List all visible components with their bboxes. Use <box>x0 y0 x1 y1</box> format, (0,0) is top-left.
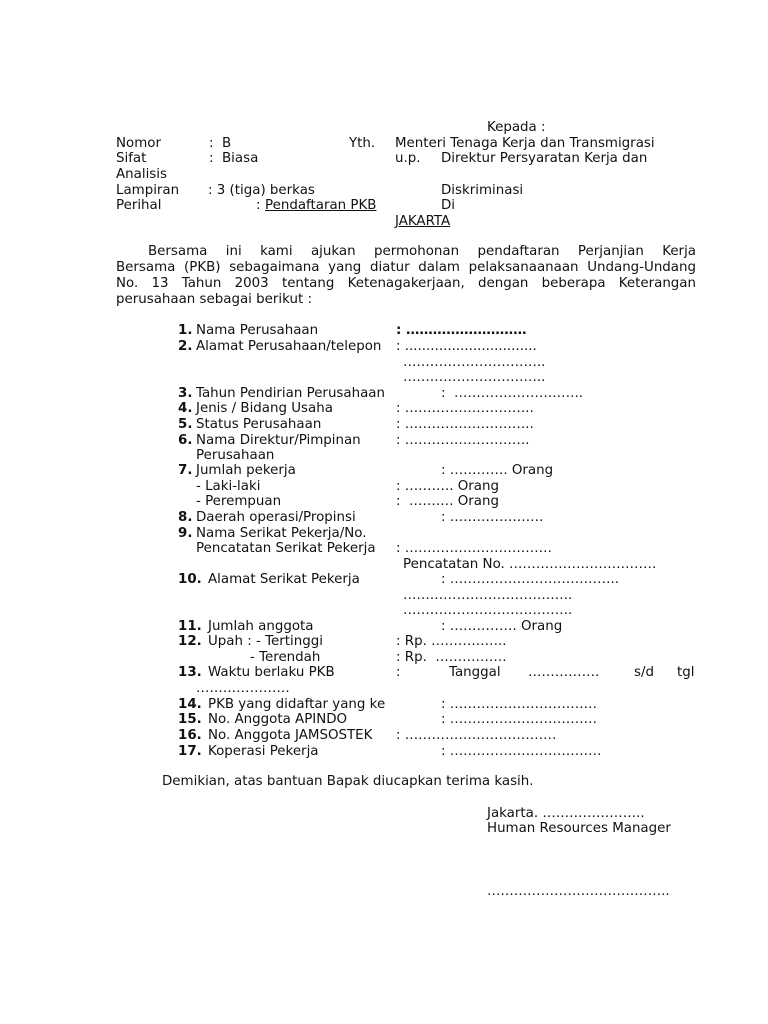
item-sub-value: : Rp. ……………. <box>396 650 507 665</box>
item-label: Alamat Perusahaan/telepon <box>196 339 382 354</box>
destination-city: JAKARTA <box>395 214 451 229</box>
item-value-cont: ……………………………….. <box>403 588 573 603</box>
recipient-name: Menteri Tenaga Kerja dan Transmigrasi <box>395 136 655 151</box>
item-label: Nama Perusahaan <box>196 323 319 338</box>
item-value: : ……………………………. <box>441 744 602 759</box>
item-number: 14. <box>178 697 202 712</box>
item-label-cont: Pencatatan Serikat Pekerja <box>196 541 376 556</box>
item-value-sd: s/d <box>634 665 654 680</box>
item-value-tgl: tgl <box>677 665 695 680</box>
recipient-up: Direktur Persyaratan Kerja dan <box>441 151 648 166</box>
item-label: Waktu berlaku PKB <box>208 665 335 680</box>
item-value-cont: Pencatatan No. …………………………… <box>403 557 657 572</box>
item-value-tanggal: Tanggal <box>449 665 501 680</box>
item-label: Upah : - Tertinggi <box>208 634 323 649</box>
item-value: : …………………………… <box>441 697 598 712</box>
perihal-label: Perihal <box>116 198 162 213</box>
item-value: : ………………………. <box>396 433 530 448</box>
perihal-value: Pendaftaran PKB <box>265 198 377 213</box>
item-value: : ............................... <box>396 339 537 354</box>
item-value: : ……………………………. <box>396 728 557 743</box>
lampiran-label: Lampiran <box>116 183 180 198</box>
yth-label: Yth. <box>349 136 376 151</box>
perihal-colon: : <box>256 198 261 213</box>
item-label: Jumlah anggota <box>208 619 314 634</box>
analisis-text: Analisis <box>116 167 167 182</box>
item-number: 11. <box>178 619 202 634</box>
item-number: 10. <box>178 572 202 587</box>
item-label-cont: Perusahaan <box>196 448 275 463</box>
intro-line-4: perusahaan sebagai berikut : <box>116 292 312 307</box>
item-label: Daerah operasi/Propinsi <box>196 510 356 525</box>
item-label: Nama Direktur/Pimpinan <box>196 433 361 448</box>
di-text: Di <box>441 198 456 213</box>
closing-text: Demikian, atas bantuan Bapak diucapkan terima kasih. <box>162 774 534 789</box>
kepada-label: Kepada : <box>487 120 546 135</box>
signature-title: Human Resources Manager <box>487 821 671 836</box>
sifat-label: Sifat <box>116 151 147 166</box>
item-sub-value: : ………. Orang <box>396 494 499 509</box>
item-number: 2. <box>178 339 193 354</box>
item-label: Jumlah pekerja <box>196 463 296 478</box>
item-value: : ………………… <box>441 510 544 525</box>
item-value: : Rp. …………….. <box>396 634 507 649</box>
sifat-value: Biasa <box>222 151 259 166</box>
item-value-cont: ………………………….. <box>403 370 546 385</box>
item-label: No. Anggota JAMSOSTEK <box>208 728 373 743</box>
item-sub-value: : ……….. Orang <box>396 479 499 494</box>
item-value: : …………… Orang <box>441 619 563 634</box>
item-number: 5. <box>178 417 193 432</box>
item-number: 17. <box>178 744 202 759</box>
signature-line: ………………………………….. <box>487 884 670 899</box>
nomor-colon: : <box>209 136 214 151</box>
item-number: 12. <box>178 634 202 649</box>
item-number: 3. <box>178 386 193 401</box>
item-number: 9. <box>178 526 193 541</box>
item-label: Koperasi Pekerja <box>208 744 319 759</box>
item-number: 15. <box>178 712 202 727</box>
intro-line-2: Bersama (PKB) sebagaimana yang diatur dalam pelaksanaanaan Undang-Undang <box>116 260 696 275</box>
item-label: Status Perusahaan <box>196 417 322 432</box>
item-value-dots: ……………. <box>528 665 600 680</box>
item-value-cont: ………………………….. <box>403 355 546 370</box>
item-value: : ……………………….. <box>441 386 584 401</box>
item-sub-label: - Terendah <box>250 650 321 665</box>
item-sub-label: - Perempuan <box>196 494 282 509</box>
item-value-cont: ……………………………….. <box>403 603 573 618</box>
item-number: 8. <box>178 510 193 525</box>
item-label: Tahun Pendirian Perusahaan <box>196 386 385 401</box>
item-label: PKB yang didaftar yang ke <box>208 697 386 712</box>
sifat-colon: : <box>209 151 214 166</box>
item-value: : ……………………… <box>396 323 527 338</box>
item-value: : ……………………….. <box>396 401 534 416</box>
item-number: 6. <box>178 433 193 448</box>
item-number: 13. <box>178 665 202 680</box>
signature-place: Jakarta. ………………….. <box>487 806 645 821</box>
item-value: : …………………………… <box>441 712 598 727</box>
item-value-cont: ………………… <box>196 681 290 696</box>
item-label: Nama Serikat Pekerja/No. <box>196 526 367 541</box>
item-value: : ……………………….. <box>396 417 534 432</box>
up-label: u.p. <box>395 151 421 166</box>
diskriminasi-text: Diskriminasi <box>441 183 524 198</box>
item-value: : …………………………… <box>396 541 553 556</box>
item-value: : …………. Orang <box>441 463 554 478</box>
item-sub-label: - Laki-laki <box>196 479 261 494</box>
item-number: 4. <box>178 401 193 416</box>
item-number: 1. <box>178 323 193 338</box>
item-label: No. Anggota APINDO <box>208 712 348 727</box>
lampiran-value: : 3 (tiga) berkas <box>208 183 315 198</box>
item-label: Jenis / Bidang Usaha <box>196 401 333 416</box>
nomor-value: B <box>222 136 232 151</box>
item-label: Alamat Serikat Pekerja <box>208 572 360 587</box>
item-value: : ……………………………….. <box>441 572 619 587</box>
intro-line-3: No. 13 Tahun 2003 tentang Ketenagakerjaan, dengan beberapa Keterangan <box>116 276 696 291</box>
nomor-label: Nomor <box>116 136 161 151</box>
item-number: 16. <box>178 728 202 743</box>
item-value-colon: : <box>396 665 401 680</box>
intro-line-1: Bersama ini kami ajukan permohonan pendaftaran Perjanjian Kerja <box>148 244 696 259</box>
item-number: 7. <box>178 463 193 478</box>
